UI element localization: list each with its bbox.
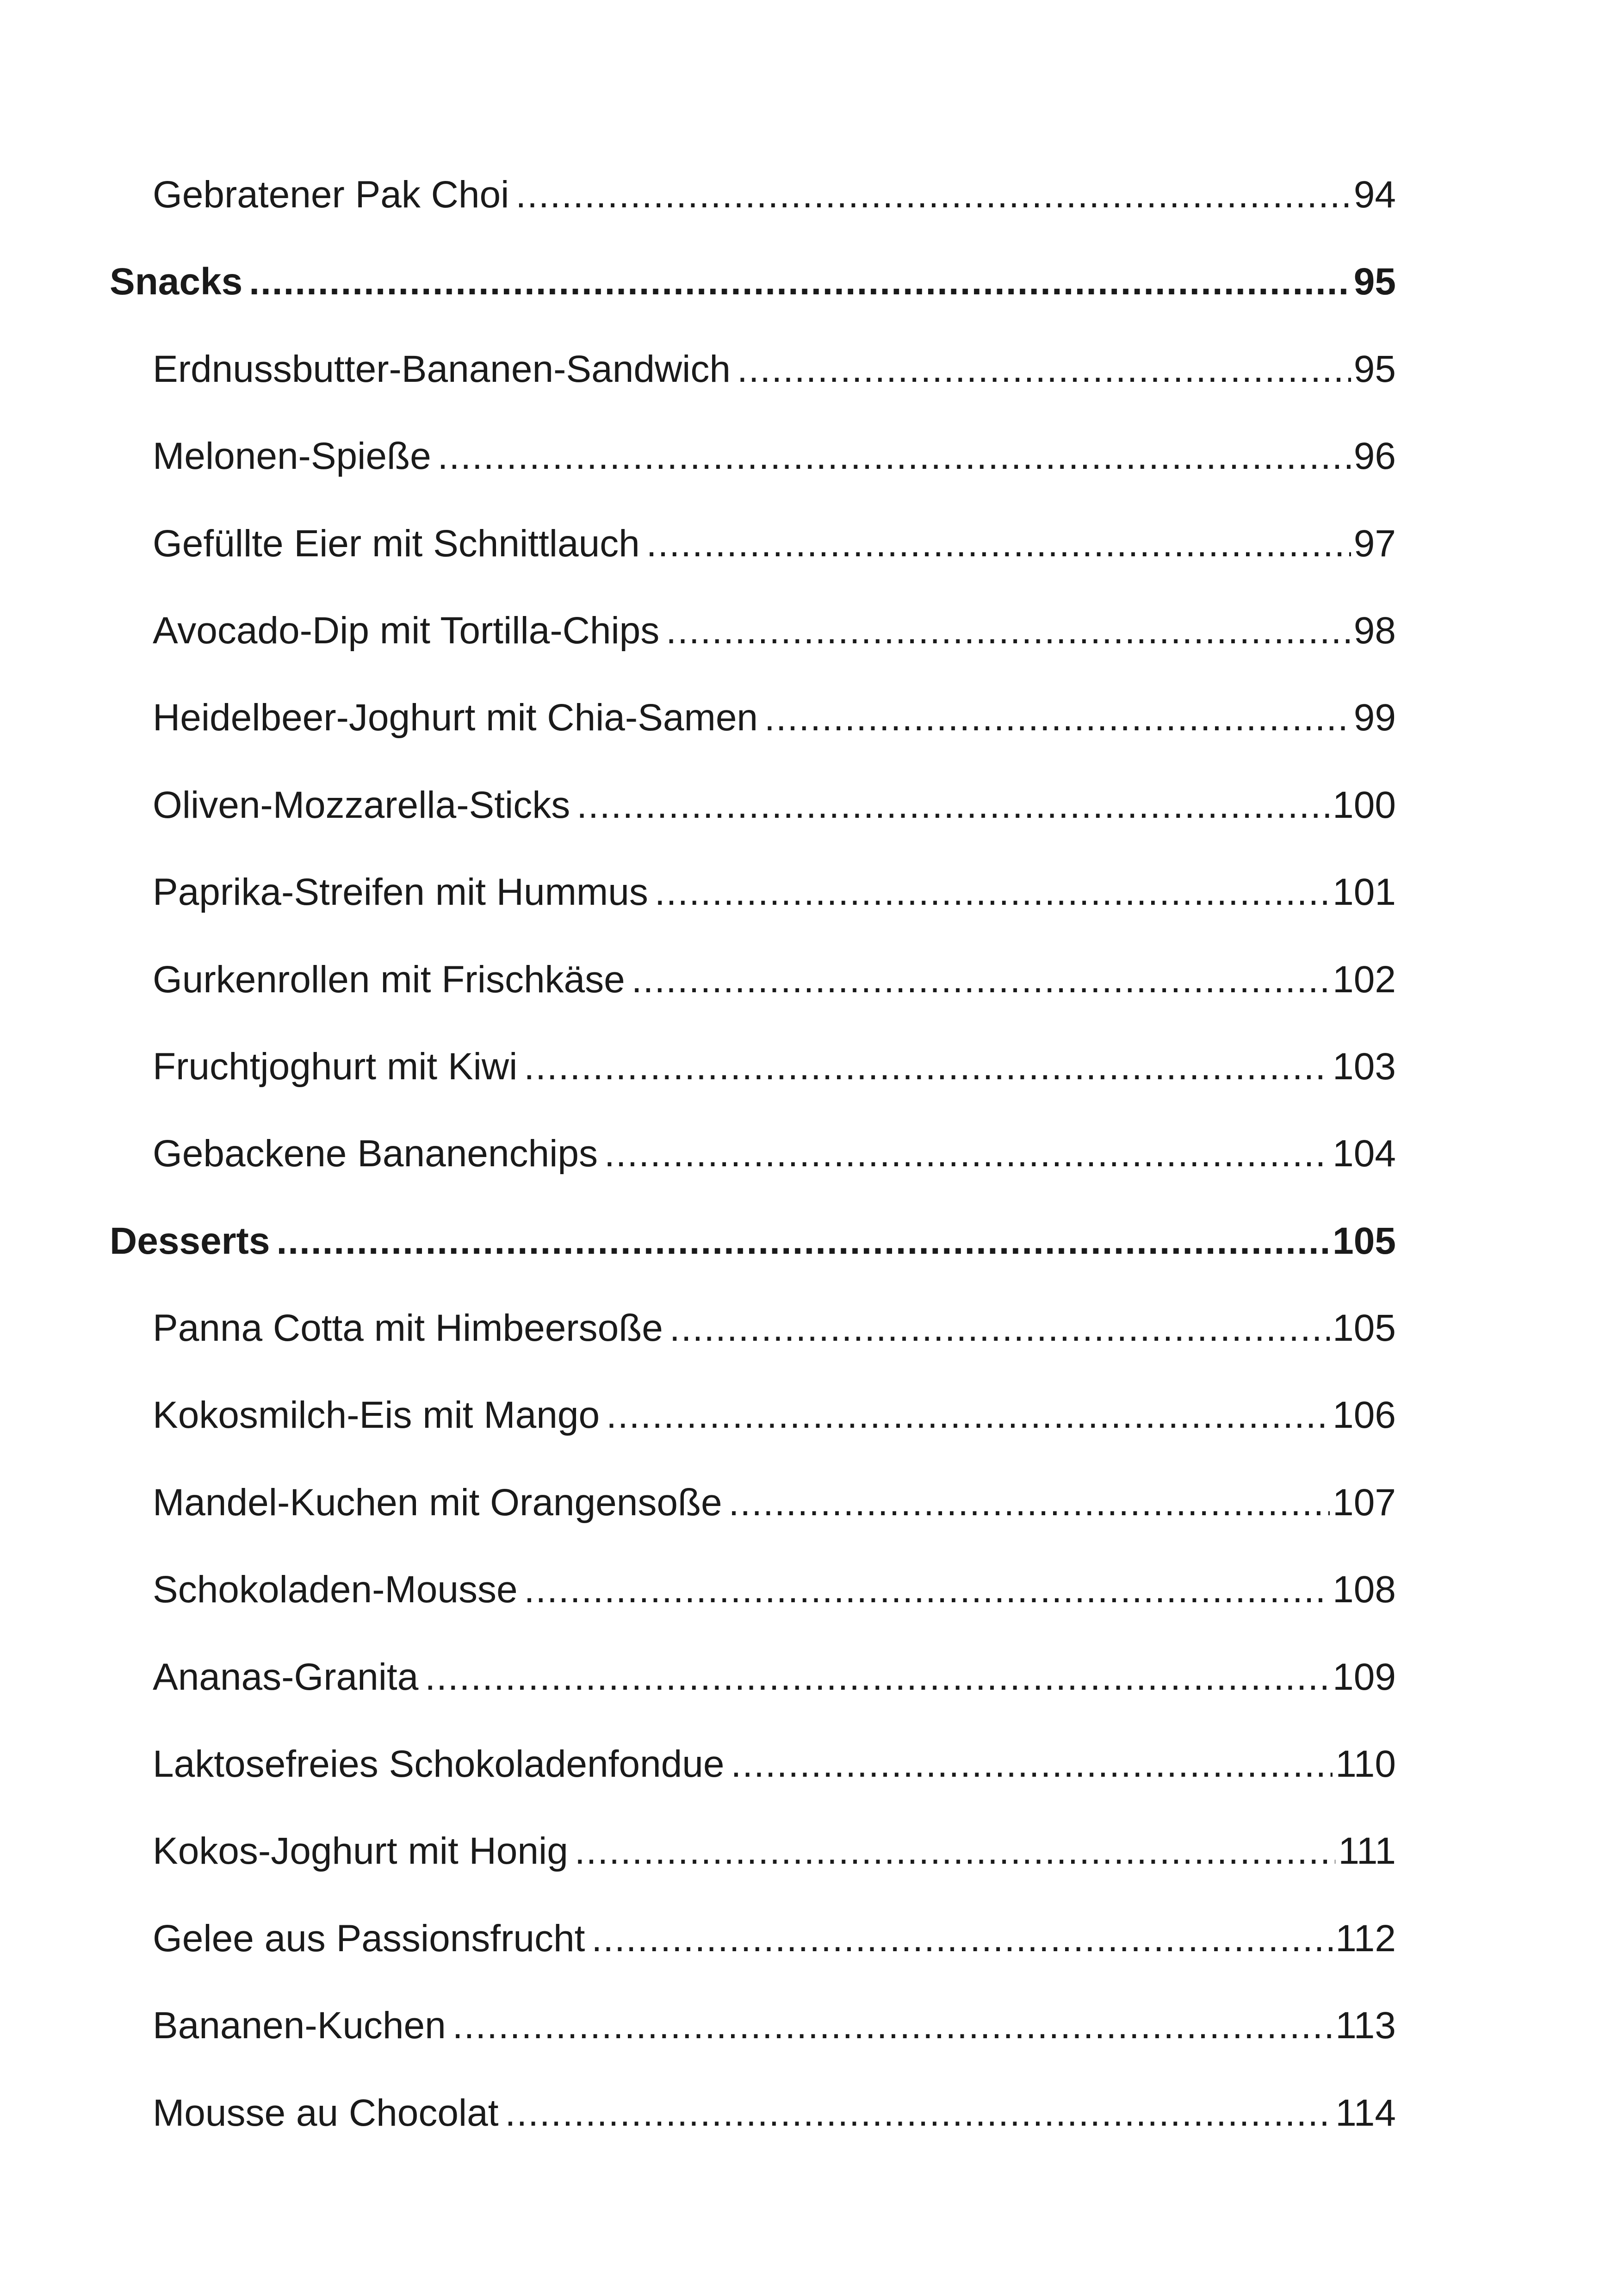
- toc-entry[interactable]: [110, 1829, 1396, 1916]
- toc-page-number: 104: [1333, 1132, 1396, 1175]
- toc-entry-title: Gelee aus Passionsfrucht: [153, 1917, 585, 1960]
- toc-entry-title: Oliven-Mozzarella-Sticks: [153, 784, 570, 826]
- toc-entry[interactable]: [110, 1568, 1396, 1655]
- toc-page-number: 113: [1335, 2004, 1396, 2047]
- toc-entry-title: Kokosmilch-Eis mit Mango: [153, 1394, 600, 1437]
- dot-leader: [670, 1307, 1330, 1350]
- dot-leader: [577, 784, 1330, 827]
- toc-entry[interactable]: [110, 2091, 1396, 2178]
- toc-entry[interactable]: [110, 173, 1396, 260]
- toc-entry[interactable]: [110, 1307, 1396, 1394]
- toc-page-number: 110: [1335, 1743, 1396, 1786]
- dot-leader: [438, 435, 1351, 478]
- toc-entry-title: Desserts: [110, 1220, 270, 1262]
- toc-entry-title: Heidelbeer-Joghurt mit Chia-Samen: [153, 697, 758, 739]
- toc-page-number: 101: [1333, 871, 1396, 914]
- dot-leader: [737, 348, 1351, 391]
- toc-page-number: 99: [1353, 697, 1396, 739]
- toc-entry[interactable]: [110, 1742, 1396, 1829]
- toc-entry[interactable]: [110, 1481, 1396, 1568]
- toc-entry[interactable]: [110, 1045, 1396, 1132]
- toc-entry-title: Kokos-Joghurt mit Honig: [153, 1830, 568, 1873]
- toc-entry[interactable]: [110, 348, 1396, 435]
- dot-leader: [604, 1132, 1330, 1176]
- toc-page-number: 114: [1335, 2091, 1396, 2134]
- toc-section-heading[interactable]: [110, 1220, 1396, 1307]
- dot-leader: [505, 2091, 1333, 2135]
- toc-entry[interactable]: [110, 696, 1396, 783]
- toc-entry[interactable]: [110, 1917, 1396, 2004]
- toc-entry[interactable]: [110, 2004, 1396, 2091]
- toc-entry[interactable]: [110, 1132, 1396, 1219]
- dot-leader: [575, 1829, 1336, 1873]
- toc-page-number: 94: [1353, 174, 1396, 216]
- toc-entry-title: Gebackene Bananenchips: [153, 1132, 598, 1175]
- toc-entry[interactable]: [110, 958, 1396, 1045]
- toc-entry[interactable]: [110, 522, 1396, 609]
- dot-leader: [632, 958, 1330, 1002]
- toc-entry[interactable]: [110, 1655, 1396, 1742]
- toc-page-number: 97: [1353, 522, 1396, 565]
- dot-leader: [591, 1917, 1333, 1960]
- toc-entry-title: Avocado-Dip mit Tortilla-Chips: [153, 609, 660, 652]
- toc-page-number: 95: [1353, 261, 1396, 303]
- dot-leader: [606, 1394, 1330, 1437]
- toc-entry[interactable]: [110, 784, 1396, 871]
- dot-leader: [731, 1742, 1333, 1786]
- toc-entry-title: Erdnussbutter-Bananen-Sandwich: [153, 348, 731, 390]
- toc-entry-title: Gurkenrollen mit Frischkäse: [153, 958, 625, 1001]
- toc-entry-title: Gebratener Pak Choi: [153, 174, 509, 216]
- toc-entry-title: Laktosefreies Schokoladenfondue: [153, 1743, 725, 1786]
- toc-entry-title: Gefüllte Eier mit Schnittlauch: [153, 522, 640, 565]
- dot-leader: [655, 871, 1330, 914]
- toc-entry-title: Bananen-Kuchen: [153, 2004, 446, 2047]
- toc-page-number: 105: [1333, 1220, 1396, 1262]
- toc-entry-title: Panna Cotta mit Himbeersoße: [153, 1307, 663, 1350]
- toc-page-number: 109: [1333, 1655, 1396, 1698]
- dot-leader: [515, 173, 1351, 217]
- dot-leader: [453, 2004, 1333, 2047]
- dot-leader: [646, 522, 1351, 566]
- dot-leader: [276, 1220, 1330, 1263]
- toc-entry[interactable]: [110, 1394, 1396, 1481]
- toc-page-number: 100: [1333, 784, 1396, 826]
- toc-entry[interactable]: [110, 435, 1396, 522]
- dot-leader: [729, 1481, 1330, 1524]
- toc-entry-title: Fruchtjoghurt mit Kiwi: [153, 1045, 518, 1088]
- dot-leader: [666, 609, 1351, 653]
- toc-entry-title: Snacks: [110, 261, 243, 303]
- toc-page-number: 107: [1333, 1481, 1396, 1524]
- toc-entry-title: Melonen-Spieße: [153, 435, 431, 478]
- toc-entry-title: Schokoladen-Mousse: [153, 1568, 518, 1611]
- dot-leader: [524, 1045, 1330, 1089]
- toc-entry-title: Paprika-Streifen mit Hummus: [153, 871, 648, 914]
- toc-entry-title: Ananas-Granita: [153, 1655, 419, 1698]
- toc-entry-title: Mousse au Chocolat: [153, 2091, 499, 2134]
- toc-page-number: 95: [1353, 348, 1396, 390]
- dot-leader: [764, 696, 1351, 740]
- toc-page-number: 111: [1338, 1830, 1396, 1873]
- toc-page-number: 106: [1333, 1394, 1396, 1437]
- toc-entry-title: Mandel-Kuchen mit Orangensoße: [153, 1481, 722, 1524]
- toc-page-number: 96: [1353, 435, 1396, 478]
- table-of-contents: [110, 173, 1396, 2178]
- toc-entry[interactable]: [110, 871, 1396, 958]
- toc-page-number: 112: [1335, 1917, 1396, 1960]
- toc-section-heading[interactable]: [110, 260, 1396, 347]
- dot-leader: [249, 260, 1351, 304]
- toc-page-number: 103: [1333, 1045, 1396, 1088]
- dot-leader: [524, 1568, 1330, 1612]
- toc-page-number: 105: [1333, 1307, 1396, 1350]
- toc-entry[interactable]: [110, 609, 1396, 696]
- dot-leader: [425, 1655, 1330, 1699]
- toc-page-number: 102: [1333, 958, 1396, 1001]
- toc-page-number: 108: [1333, 1568, 1396, 1611]
- toc-page-number: 98: [1353, 609, 1396, 652]
